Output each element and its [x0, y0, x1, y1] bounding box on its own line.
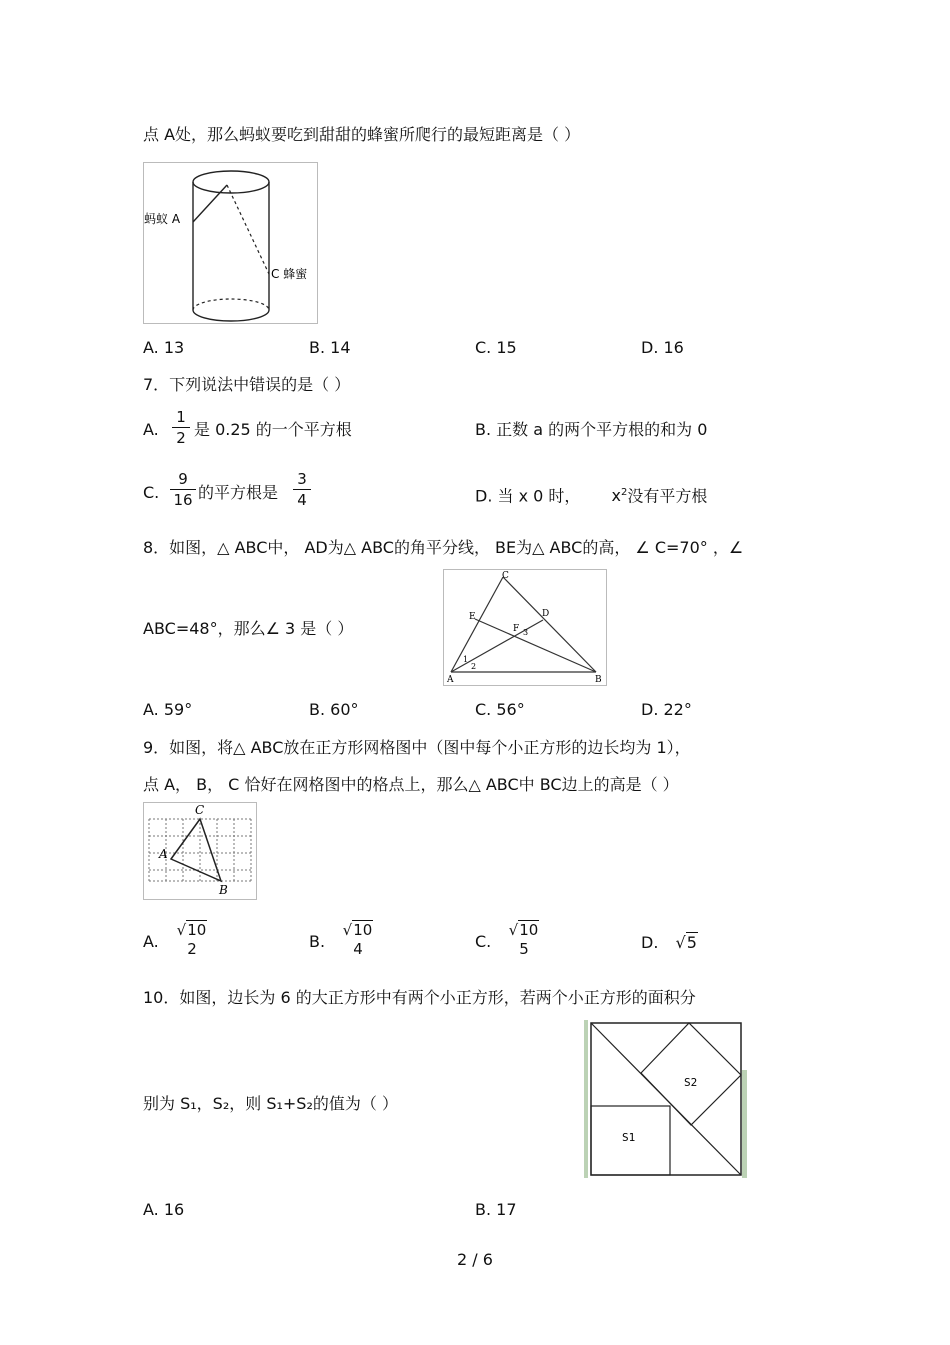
label-B: B [595, 675, 602, 685]
q8-option-a: A. 59° [143, 700, 193, 719]
label-D: D [542, 609, 550, 619]
q8-option-d: D. 22° [641, 700, 692, 719]
q8-triangle-figure [443, 569, 607, 686]
q7-option-d-prefix: D. 当 x 0 时， [475, 486, 581, 506]
radicand: 10 [187, 921, 207, 939]
fraction-denominator: 4 [297, 491, 307, 509]
label-B: B [219, 883, 228, 897]
q8-option-b: B. 60° [309, 700, 359, 719]
q10-option-a: A. 16 [143, 1200, 185, 1219]
q9-option-c-letter: C. [475, 932, 492, 951]
label-2: 2 [471, 662, 477, 671]
q8-option-c: C. 56° [475, 700, 525, 719]
label-3: 3 [523, 628, 529, 637]
label-C: C [502, 571, 509, 581]
q7-option-a-fraction [172, 408, 190, 447]
q9-grid-figure [143, 802, 257, 900]
q10-stem: 10．如图，边长为 6 的大正方形中有两个小正方形，若两个小正方形的面积分 [143, 988, 696, 1007]
fraction-denominator: 16 [173, 491, 193, 509]
q6-option-d: D. 16 [641, 338, 684, 357]
fraction-denominator: 2 [187, 940, 197, 958]
q9-option-a-letter: A. [143, 932, 159, 951]
label-A: A [159, 847, 168, 861]
q9-option-a-value: √10 2 [174, 920, 210, 958]
q8-stem: 8．如图，△ ABC中， AD为△ ABC的角平分线， BE为△ ABC的高， ∠ C=70° ，∠ [143, 538, 744, 557]
q7-option-c-fraction1 [170, 470, 196, 509]
q9-option-b-letter: B. [309, 932, 326, 951]
q10-squares-figure [584, 1020, 748, 1178]
q6-option-b: B. 14 [309, 338, 351, 357]
q9-option-c-value: √10 5 [506, 920, 542, 958]
fraction-numerator: 3 [297, 470, 307, 488]
label-s1: S1 [622, 1131, 636, 1144]
q10-option-b: B. 17 [475, 1200, 517, 1219]
q9-option-d-letter: D. [641, 933, 659, 952]
label-1: 1 [463, 655, 469, 664]
q6-stem: 点 A处，那么蚂蚁要吃到甜甜的蜂蜜所爬行的最短距离是（ ） [143, 125, 581, 144]
label-ant: 蚂蚁 A [144, 212, 181, 226]
q9-stem: 9．如图，将△ ABC放在正方形网格图中（图中每个小正方形的边长均为 1）， [143, 738, 691, 757]
q6-option-c: C. 15 [475, 338, 517, 357]
q7-option-a-prefix: A. [143, 420, 159, 439]
q7-option-d-exponent: 2 [620, 487, 628, 498]
radicand: 10 [353, 921, 373, 939]
q6-option-a: A. 13 [143, 338, 185, 357]
page-number: 2 / 6 [457, 1250, 493, 1269]
fraction-numerator: 9 [178, 470, 188, 488]
fraction-numerator: 1 [176, 408, 186, 426]
q7-option-b: B. 正数 a 的两个平方根的和为 0 [475, 420, 708, 439]
radicand: 5 [686, 933, 697, 952]
triangle-abc [171, 819, 221, 881]
q7-option-d-text: 没有平方根 [627, 486, 708, 506]
cylinder-top-ellipse [193, 171, 269, 193]
ant-path-dashed [227, 185, 269, 274]
q9-option-b-value: √10 4 [340, 920, 376, 958]
label-A: A [447, 675, 454, 685]
fraction-denominator: 4 [353, 940, 363, 958]
fraction-denominator: 2 [176, 429, 186, 447]
square-s2 [641, 1023, 741, 1125]
q7-option-d-x: x [611, 486, 621, 506]
q9-option-d: D. √5 [641, 933, 697, 952]
label-s2: S2 [684, 1076, 698, 1089]
q9-stem-continued: 点 A， B， C 恰好在网格图中的格点上，那么△ ABC中 BC边上的高是（ ） [143, 775, 679, 794]
q7-stem: 7．下列说法中错误的是（ ） [143, 375, 351, 394]
q6-cylinder-figure [143, 162, 318, 324]
fraction-denominator: 5 [519, 940, 529, 958]
label-E: E [469, 612, 476, 622]
q7-option-c-fraction2 [293, 470, 311, 509]
radicand: 10 [519, 921, 539, 939]
label-F: F [513, 624, 520, 634]
q8-stem-continued: ABC=48°，那么∠ 3 是（ ） [143, 619, 354, 638]
q7-option-c-prefix: C. [143, 483, 160, 502]
label-honey: C 蜂蜜 [271, 267, 308, 281]
label-C: C [195, 803, 205, 817]
q7-option-c-text: 的平方根是 [198, 483, 279, 502]
q10-stem-continued: 别为 S₁，S₂，则 S₁+S₂的值为（ ） [143, 1094, 398, 1113]
q7-option-a-text: 是 0.25 的一个平方根 [194, 420, 352, 439]
q7-option-d [475, 483, 707, 506]
